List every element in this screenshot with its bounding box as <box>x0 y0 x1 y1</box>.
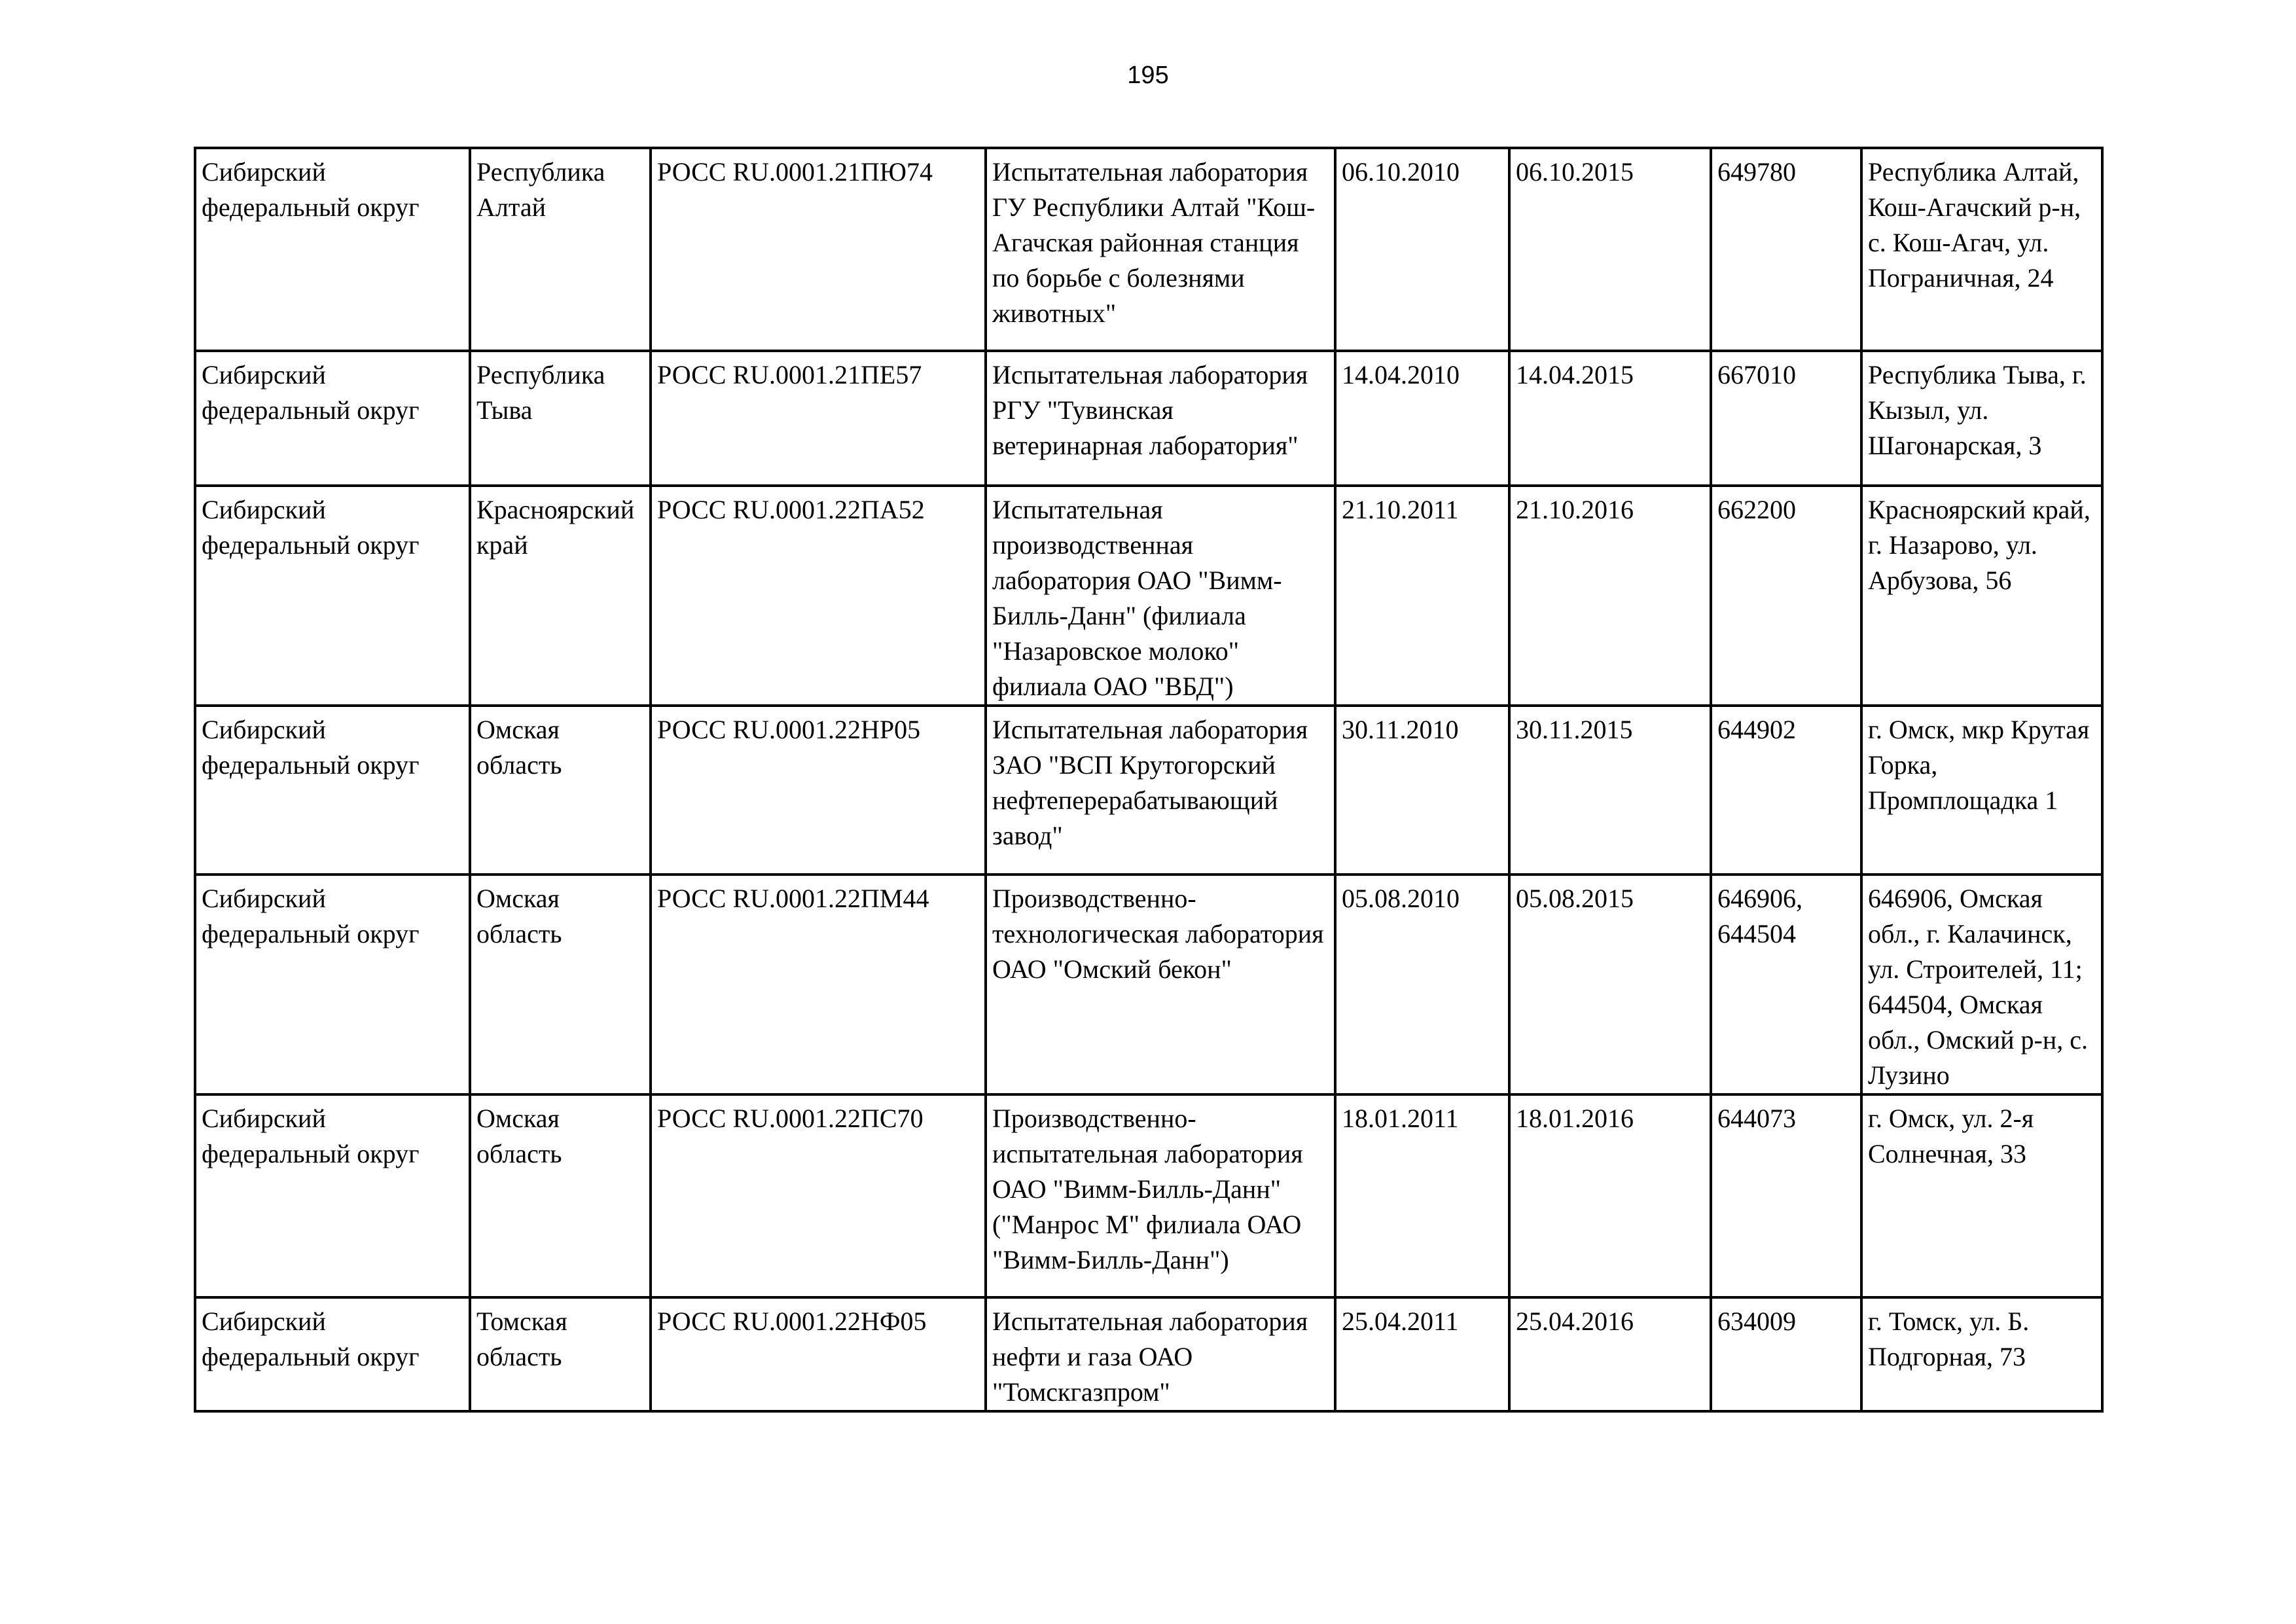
region-cell: Томская область <box>470 1297 651 1411</box>
district-cell: Сибирский федеральный округ <box>195 148 470 351</box>
address-cell: Республика Алтай, Кош-Агачский р-н, с. Кош-Агач, ул. Пограничная, 24 <box>1861 148 2102 351</box>
address-cell: Красноярский край, г. Назарово, ул. Арбузова, 56 <box>1861 486 2102 706</box>
page-number: 195 <box>1127 62 1169 89</box>
district-cell: Сибирский федеральный округ <box>195 875 470 1094</box>
expiry-date-cell: 06.10.2015 <box>1509 148 1711 351</box>
certificate-number-cell: РОСС RU.0001.22НР05 <box>651 706 986 875</box>
expiry-date-cell: 30.11.2015 <box>1509 706 1711 875</box>
issue-date-cell: 25.04.2011 <box>1335 1297 1509 1411</box>
address-cell: г. Томск, ул. Б. Подгорная, 73 <box>1861 1297 2102 1411</box>
laboratory-name-cell: Испытательная лаборатория ГУ Республики Алтай "Кош-Агачская районная станция по борьбе с болезнями животных" <box>986 148 1335 351</box>
issue-date-cell: 18.01.2011 <box>1335 1094 1509 1297</box>
laboratory-name-cell: Производственно-технологическая лаборатория ОАО "Омский бекон" <box>986 875 1335 1094</box>
table-row <box>195 486 2102 706</box>
certificate-number-cell: РОСС RU.0001.22ПС70 <box>651 1094 986 1297</box>
postcode-cell: 662200 <box>1711 486 1861 706</box>
postcode-cell: 634009 <box>1711 1297 1861 1411</box>
certificate-number-cell: РОСС RU.0001.22ПМ44 <box>651 875 986 1094</box>
certificate-number-cell: РОСС RU.0001.21ПЕ57 <box>651 351 986 486</box>
expiry-date-cell: 21.10.2016 <box>1509 486 1711 706</box>
district-cell: Сибирский федеральный округ <box>195 1297 470 1411</box>
table-row <box>195 875 2102 1094</box>
region-cell: Красноярский край <box>470 486 651 706</box>
postcode-cell: 646906, 644504 <box>1711 875 1861 1094</box>
table-row <box>195 706 2102 875</box>
certificate-number-cell: РОСС RU.0001.22ПА52 <box>651 486 986 706</box>
issue-date-cell: 05.08.2010 <box>1335 875 1509 1094</box>
postcode-cell: 649780 <box>1711 148 1861 351</box>
table-row <box>195 351 2102 486</box>
district-cell: Сибирский федеральный округ <box>195 706 470 875</box>
expiry-date-cell: 25.04.2016 <box>1509 1297 1711 1411</box>
address-cell: г. Омск, ул. 2-я Солнечная, 33 <box>1861 1094 2102 1297</box>
registry-table-body <box>195 148 2102 1411</box>
postcode-cell: 644902 <box>1711 706 1861 875</box>
district-cell: Сибирский федеральный округ <box>195 1094 470 1297</box>
laboratory-name-cell: Испытательная лаборатория нефти и газа ОАО "Томскгазпром" <box>986 1297 1335 1411</box>
region-cell: Республика Алтай <box>470 148 651 351</box>
address-cell: 646906, Омская обл., г. Калачинск, ул. Строителей, 11; 644504, Омская обл., Омский р-н, с. Лузино <box>1861 875 2102 1094</box>
laboratory-name-cell: Производственно-испытательная лаборатория ОАО "Вимм-Билль-Данн" ("Манрос М" филиала ОАО "Вимм-Билль-Данн") <box>986 1094 1335 1297</box>
accreditation-registry-table <box>194 147 2104 1413</box>
region-cell: Омская область <box>470 706 651 875</box>
table-row <box>195 1094 2102 1297</box>
laboratory-name-cell: Испытательная лаборатория РГУ "Тувинская ветеринарная лаборатория" <box>986 351 1335 486</box>
expiry-date-cell: 05.08.2015 <box>1509 875 1711 1094</box>
expiry-date-cell: 18.01.2016 <box>1509 1094 1711 1297</box>
issue-date-cell: 30.11.2010 <box>1335 706 1509 875</box>
table-row <box>195 1297 2102 1411</box>
district-cell: Сибирский федеральный округ <box>195 486 470 706</box>
laboratory-name-cell: Испытательная производственная лаборатория ОАО "Вимм-Билль-Данн" (филиала "Назаровское молоко" филиала ОАО "ВБД") <box>986 486 1335 706</box>
issue-date-cell: 21.10.2011 <box>1335 486 1509 706</box>
certificate-number-cell: РОСС RU.0001.22НФ05 <box>651 1297 986 1411</box>
address-cell: г. Омск, мкр Крутая Горка, Промплощадка 1 <box>1861 706 2102 875</box>
district-cell: Сибирский федеральный округ <box>195 351 470 486</box>
laboratory-name-cell: Испытательная лаборатория ЗАО "ВСП Крутогорский нефтеперерабатывающий завод" <box>986 706 1335 875</box>
postcode-cell: 667010 <box>1711 351 1861 486</box>
postcode-cell: 644073 <box>1711 1094 1861 1297</box>
region-cell: Республика Тыва <box>470 351 651 486</box>
table-row <box>195 148 2102 351</box>
address-cell: Республика Тыва, г. Кызыл, ул. Шагонарская, 3 <box>1861 351 2102 486</box>
issue-date-cell: 06.10.2010 <box>1335 148 1509 351</box>
expiry-date-cell: 14.04.2015 <box>1509 351 1711 486</box>
issue-date-cell: 14.04.2010 <box>1335 351 1509 486</box>
certificate-number-cell: РОСС RU.0001.21ПЮ74 <box>651 148 986 351</box>
region-cell: Омская область <box>470 1094 651 1297</box>
region-cell: Омская область <box>470 875 651 1094</box>
